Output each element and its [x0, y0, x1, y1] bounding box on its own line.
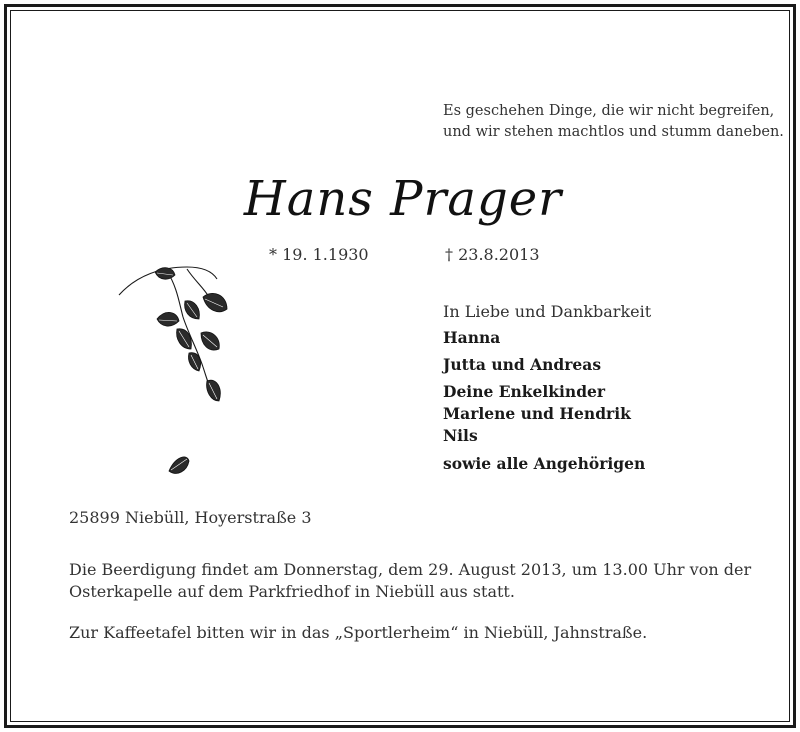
birth-date: * 19. 1.1930 [269, 245, 369, 264]
dedication: In Liebe und Dankbarkeit [443, 302, 652, 321]
motto-line-1: Es geschehen Dinge, die wir nicht begreifen, [443, 103, 775, 119]
death-date: † 23.8.2013 [445, 245, 540, 264]
mourner-4: Marlene und Hendrik [443, 404, 631, 423]
mourner-3: Deine Enkelkinder [443, 382, 606, 401]
obituary-frame [4, 4, 796, 728]
mourner-5: Nils [443, 426, 478, 445]
deceased-name: Hans Prager [243, 171, 563, 227]
falling-leaves-icon [117, 257, 247, 487]
motto [443, 101, 784, 143]
mourner-6: sowie alle Angehörigen [443, 454, 646, 473]
coffee-notice: Zur Kaffeetafel bitten wir in das „Sportlerheim“ in Niebüll, Jahnstraße. [69, 623, 648, 642]
funeral-notice [69, 559, 769, 603]
address: 25899 Niebüll, Hoyerstraße 3 [69, 508, 312, 527]
motto-line-2: und wir stehen machtlos und stumm daneben. [443, 124, 784, 140]
mourner-1: Hanna [443, 328, 501, 347]
funeral-line-1: Die Beerdigung findet am Donnerstag, dem 29. August 2013, um 13.00 Uhr von der [69, 560, 752, 579]
mourner-2: Jutta und Andreas [443, 355, 602, 374]
funeral-line-2: Osterkapelle auf dem Parkfriedhof in Niebüll aus statt. [69, 582, 515, 601]
